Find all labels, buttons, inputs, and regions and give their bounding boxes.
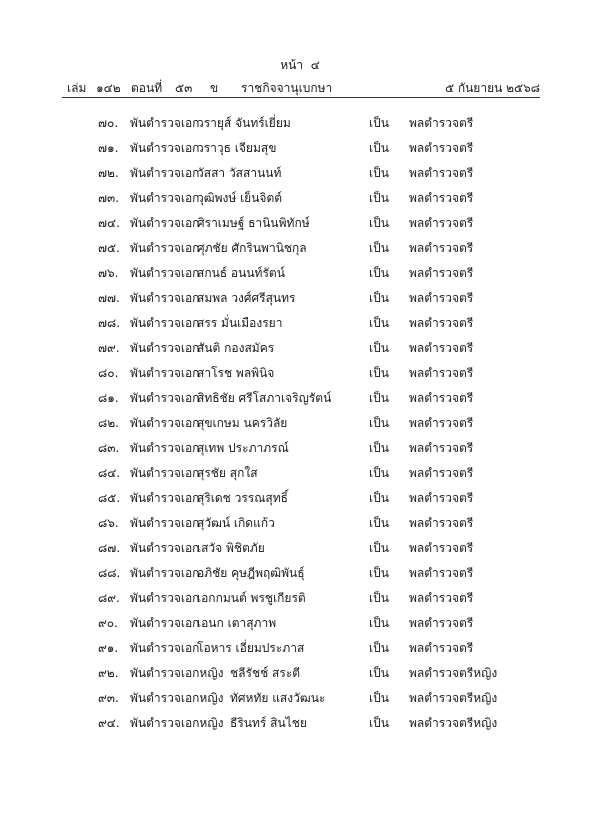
list-item [0, 240, 600, 265]
officer-name: เอกกมนต์ พรชูเกียรติ [197, 591, 306, 605]
header-divider [62, 97, 540, 98]
appointment-verb: เป็น [369, 641, 389, 655]
entry-number: ๙๐. [98, 616, 118, 630]
appointment-verb: เป็น [369, 366, 389, 380]
entry-number: ๘๐. [98, 366, 119, 380]
appointment-verb: เป็น [369, 566, 389, 580]
issue-number: ๕๓ [175, 81, 193, 95]
entry-number: ๘๙. [98, 591, 120, 605]
entry-number: ๗๘. [98, 316, 121, 330]
new-rank: พลตำรวจตรี [409, 291, 474, 305]
officer-name: สุรชัย สุกใส [197, 466, 258, 480]
new-rank: พลตำรวจตรี [409, 466, 474, 480]
list-item [0, 365, 600, 390]
page-number-value: ๔ [310, 58, 320, 72]
entry-number: ๘๗. [98, 541, 121, 555]
entry-number: ๘๓. [98, 441, 120, 455]
officer-name: ธีรินทร์ สินไชย [230, 716, 307, 730]
old-rank: พันตำรวจเอก [130, 641, 200, 655]
entry-number: ๘๒. [98, 416, 119, 430]
list-item [0, 665, 600, 690]
officer-name: วัสสา วัสสานนท์ [197, 166, 282, 180]
list-item [0, 715, 600, 740]
old-rank: พันตำรวจเอก [130, 366, 200, 380]
officer-name: สรร มั่นเมืองรยา [197, 316, 283, 330]
old-rank: พันตำรวจเอก [130, 291, 200, 305]
new-rank: พลตำรวจตรี [409, 241, 474, 255]
appointment-verb: เป็น [369, 341, 389, 355]
list-item [0, 390, 600, 415]
old-rank: พันตำรวจเอกหญิง [130, 691, 224, 705]
promotion-list [0, 115, 600, 740]
new-rank: พลตำรวจตรี [409, 416, 474, 430]
appointment-verb: เป็น [369, 691, 389, 705]
officer-name: สิทธิชัย ศรีโสภาเจริญรัตน์ [197, 391, 332, 405]
old-rank: พันตำรวจเอก [130, 141, 200, 155]
new-rank: พลตำรวจตรี [409, 566, 474, 580]
list-item [0, 340, 600, 365]
appointment-verb: เป็น [369, 541, 389, 555]
new-rank: พลตำรวจตรี [409, 216, 474, 230]
officer-name: ศุภชัย ศักรินพานิชกุล [197, 241, 307, 255]
officer-name: สมพล วงศ์ศรีสุนทร [197, 291, 296, 305]
new-rank: พลตำรวจตรี [409, 616, 474, 630]
appointment-verb: เป็น [369, 416, 389, 430]
new-rank: พลตำรวจตรี [409, 641, 474, 655]
entry-number: ๘๔. [98, 466, 121, 480]
new-rank: พลตำรวจตรี [409, 491, 474, 505]
entry-number: ๗๐. [98, 116, 119, 130]
list-item [0, 115, 600, 140]
list-item [0, 515, 600, 540]
new-rank: พลตำรวจตรีหญิง [409, 666, 498, 680]
entry-number: ๗๓. [98, 191, 120, 205]
new-rank: พลตำรวจตรี [409, 116, 474, 130]
old-rank: พันตำรวจเอกหญิง [130, 716, 224, 730]
list-item [0, 415, 600, 440]
list-item [0, 265, 600, 290]
old-rank: พันตำรวจเอก [130, 591, 200, 605]
appointment-verb: เป็น [369, 266, 389, 280]
officer-name: ชลีรัชช์ สระตี [230, 666, 301, 680]
appointment-verb: เป็น [369, 666, 389, 680]
gazette-title: ราชกิจจานุเบกษา [241, 81, 333, 95]
officer-name: สกนธ์ อนนท์รัตน์ [197, 266, 285, 280]
old-rank: พันตำรวจเอก [130, 266, 200, 280]
new-rank: พลตำรวจตรี [409, 516, 474, 530]
entry-number: ๘๘. [98, 566, 121, 580]
new-rank: พลตำรวจตรี [409, 316, 474, 330]
appointment-verb: เป็น [369, 491, 389, 505]
officer-name: อภิชัย คุษฎีพฤฒิพันธุ์ [197, 566, 305, 580]
list-item [0, 540, 600, 565]
appointment-verb: เป็น [369, 191, 389, 205]
entry-number: ๗๑. [98, 141, 119, 155]
entry-number: ๙๑. [98, 641, 119, 655]
new-rank: พลตำรวจตรี [409, 341, 474, 355]
list-item [0, 190, 600, 215]
page-number-label: หน้า [280, 58, 304, 72]
officer-name: สาโรช พลพินิจ [197, 366, 275, 380]
list-item [0, 140, 600, 165]
entry-number: ๙๔. [98, 716, 120, 730]
new-rank: พลตำรวจตรี [409, 591, 474, 605]
old-rank: พันตำรวจเอก [130, 191, 200, 205]
old-rank: พันตำรวจเอกหญิง [130, 666, 224, 680]
officer-name: สุเทพ ประภาภรณ์ [197, 441, 289, 455]
list-item [0, 290, 600, 315]
entry-number: ๘๑. [98, 391, 119, 405]
list-item [0, 165, 600, 190]
appointment-verb: เป็น [369, 291, 389, 305]
new-rank: พลตำรวจตรี [409, 191, 474, 205]
officer-name: เอนก เตาสุภาพ [197, 616, 277, 630]
appointment-verb: เป็น [369, 166, 389, 180]
entry-number: ๗๕. [98, 241, 120, 255]
list-item [0, 215, 600, 240]
entry-number: ๘๕. [98, 491, 121, 505]
officer-name: สุวัฒน์ เกิดแก้ว [197, 516, 275, 530]
old-rank: พันตำรวจเอก [130, 491, 200, 505]
old-rank: พันตำรวจเอก [130, 566, 200, 580]
list-item [0, 490, 600, 515]
page-number [0, 56, 600, 75]
appointment-verb: เป็น [369, 141, 389, 155]
officer-name: เสวัจ พิชิตภัย [197, 541, 265, 555]
appointment-verb: เป็น [369, 316, 389, 330]
old-rank: พันตำรวจเอก [130, 241, 200, 255]
list-item [0, 440, 600, 465]
old-rank: พันตำรวจเอก [130, 116, 200, 130]
new-rank: พลตำรวจตรี [409, 441, 474, 455]
publication-date: ๕ กันยายน ๒๕๖๘ [444, 81, 540, 95]
old-rank: พันตำรวจเอก [130, 391, 200, 405]
new-rank: พลตำรวจตรีหญิง [409, 691, 498, 705]
list-item [0, 465, 600, 490]
appointment-verb: เป็น [369, 616, 389, 630]
volume-number: ๑๔๒ [96, 81, 121, 95]
appointment-verb: เป็น [369, 216, 389, 230]
list-item [0, 640, 600, 665]
appointment-verb: เป็น [369, 516, 389, 530]
section-letter: ข [210, 81, 219, 95]
appointment-verb: เป็น [369, 441, 389, 455]
officer-name: สุขเกษม นครวิลัย [197, 416, 288, 430]
old-rank: พันตำรวจเอก [130, 441, 200, 455]
volume-label: เล่ม [67, 81, 87, 95]
issue-label: ตอนที่ [131, 81, 163, 95]
old-rank: พันตำรวจเอก [130, 541, 200, 555]
officer-name: วรายุส์ จันทร์เยี่ยม [197, 116, 291, 130]
entry-number: ๗๔. [98, 216, 120, 230]
list-item [0, 590, 600, 615]
old-rank: พันตำรวจเอก [130, 316, 200, 330]
officer-name: สันติ กองสมัคร [197, 341, 275, 355]
appointment-verb: เป็น [369, 116, 389, 130]
new-rank: พลตำรวจตรี [409, 266, 474, 280]
appointment-verb: เป็น [369, 716, 389, 730]
officer-name: ทัศหทัย แสงวัฒนะ [230, 691, 326, 705]
list-item [0, 615, 600, 640]
list-item [0, 315, 600, 340]
new-rank: พลตำรวจตรี [409, 391, 474, 405]
appointment-verb: เป็น [369, 591, 389, 605]
old-rank: พันตำรวจเอก [130, 341, 200, 355]
officer-name: โอหาร เอี่ยมประภาส [197, 641, 305, 655]
old-rank: พันตำรวจเอก [130, 216, 200, 230]
appointment-verb: เป็น [369, 466, 389, 480]
new-rank: พลตำรวจตรี [409, 366, 474, 380]
entry-number: ๗๒. [98, 166, 119, 180]
list-item [0, 690, 600, 715]
new-rank: พลตำรวจตรี [409, 141, 474, 155]
entry-number: ๙๒. [98, 666, 119, 680]
officer-name: ศิราเมษฐ์ ธานินพิทักษ์ [197, 216, 310, 230]
old-rank: พันตำรวจเอก [130, 166, 200, 180]
entry-number: ๗๗. [98, 291, 120, 305]
new-rank: พลตำรวจตรีหญิง [409, 716, 498, 730]
old-rank: พันตำรวจเอก [130, 416, 200, 430]
appointment-verb: เป็น [369, 391, 389, 405]
list-item [0, 565, 600, 590]
old-rank: พันตำรวจเอก [130, 466, 200, 480]
entry-number: ๘๖. [98, 516, 119, 530]
old-rank: พันตำรวจเอก [130, 616, 200, 630]
old-rank: พันตำรวจเอก [130, 516, 200, 530]
officer-name: วุฒิพงษ์ เย็นจิตต์ [197, 191, 283, 205]
new-rank: พลตำรวจตรี [409, 166, 474, 180]
officer-name: สุริเดช วรรณสุทธิ์ [197, 491, 288, 505]
officer-name: วราวุธ เจียมสุข [197, 141, 277, 155]
entry-number: ๙๓. [98, 691, 119, 705]
appointment-verb: เป็น [369, 241, 389, 255]
entry-number: ๗๖. [98, 266, 119, 280]
entry-number: ๗๙. [98, 341, 120, 355]
new-rank: พลตำรวจตรี [409, 541, 474, 555]
